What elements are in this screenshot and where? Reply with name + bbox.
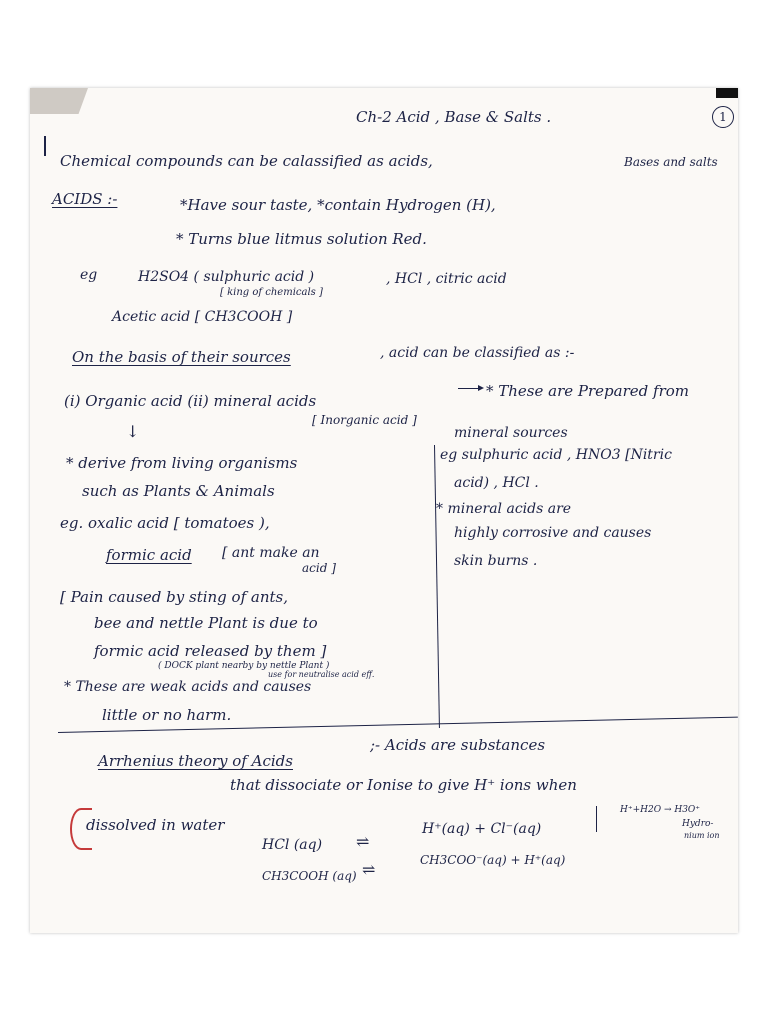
arrow-to-mineral [458, 388, 482, 389]
arrhenius-line-3: dissolved in water [86, 816, 225, 834]
arrhenius-line-1: ;- Acids are substances [370, 736, 546, 754]
mineral-line-2: mineral sources [454, 425, 568, 441]
column-divider [434, 445, 440, 728]
eq2-arrow: ⇌ [362, 860, 376, 879]
formic-acid: formic acid [106, 546, 192, 564]
mineral-line-5: * mineral acids are [436, 501, 572, 517]
formic-note-2: acid ] [302, 561, 336, 575]
basis-rest: , acid can be classified as :- [380, 345, 575, 361]
acid-types: (i) Organic acid (ii) mineral acids [64, 392, 317, 410]
acids-property-2: * Turns blue litmus solution Red. [176, 230, 427, 248]
organic-line-1: * derive from living organisms [66, 454, 298, 472]
inorganic-note: [ Inorganic acid ] [312, 413, 417, 427]
acids-heading: ACIDS :- [52, 190, 118, 208]
eq2-left: CH3COOH (aq) [262, 869, 357, 883]
margin-mark [44, 136, 46, 156]
hydronium-note-1: Hydro- [682, 819, 714, 829]
torn-corner [30, 88, 88, 114]
notebook-page [30, 88, 738, 933]
organic-line-7: formic acid released by them ] [94, 642, 327, 660]
basis-heading: On the basis of their sources [72, 348, 291, 366]
eg-label: eg [80, 267, 98, 283]
arrhenius-line-2: that dissociate or Ionise to give H⁺ ions when [230, 776, 577, 794]
intro-line: Chemical compounds can be calassified as acids, [60, 152, 433, 170]
eq1-left: HCl (aq) [262, 837, 323, 853]
mineral-line-4: acid) , HCl . [454, 475, 539, 491]
acids-property-1: *Have sour taste, *contain Hydrogen (H), [180, 196, 496, 214]
chapter-header: Ch-2 Acid , Base & Salts . [356, 108, 552, 126]
organic-line-5: [ Pain caused by sting of ants, [60, 588, 289, 606]
mineral-line-1: * These are Prepared from [486, 382, 689, 400]
dock-plant-use: use for neutralise acid eff. [268, 670, 375, 679]
eq2-right: CH3COO⁻(aq) + H⁺(aq) [420, 853, 566, 867]
equation-separator [596, 806, 597, 832]
arrhenius-heading: Arrhenius theory of Acids [98, 752, 293, 770]
eq1-right: H⁺(aq) + Cl⁻(aq) [422, 821, 542, 837]
mineral-line-6: highly corrosive and causes [454, 525, 652, 541]
eq1-arrow: ⇌ [356, 832, 370, 851]
dock-plant-note: ( DOCK plant nearby by nettle Plant ) [158, 661, 330, 671]
hydronium-note-2: nium ion [684, 831, 720, 840]
mineral-line-7: skin burns . [454, 553, 538, 569]
page-number: 1 [712, 106, 734, 128]
organic-line-2: such as Plants & Animals [82, 482, 275, 500]
organic-line-3: eg. oxalic acid [ tomatoes ), [60, 514, 270, 532]
organic-line-8: * These are weak acids and causes [64, 679, 312, 695]
eg-hcl-citric: , HCl , citric acid [386, 271, 507, 287]
hydronium-equation: H⁺+H2O → H3O⁺ [620, 805, 701, 815]
organic-line-9: little or no harm. [102, 706, 232, 724]
formic-note: [ ant make an [222, 545, 320, 561]
eg-king-note: [ king of chemicals ] [220, 287, 323, 298]
intro-line-end: Bases and salts [624, 155, 718, 169]
mineral-line-3: eg sulphuric acid , HNO3 [Nitric [440, 447, 672, 463]
page-edge-mark [716, 88, 738, 98]
organic-down-arrow: ↓ [126, 422, 140, 441]
organic-line-6: bee and nettle Plant is due to [94, 614, 318, 632]
eg-acetic: Acetic acid [ CH3COOH ] [112, 309, 293, 325]
eg-h2so4: H2SO4 ( sulphuric acid ) [138, 269, 315, 285]
